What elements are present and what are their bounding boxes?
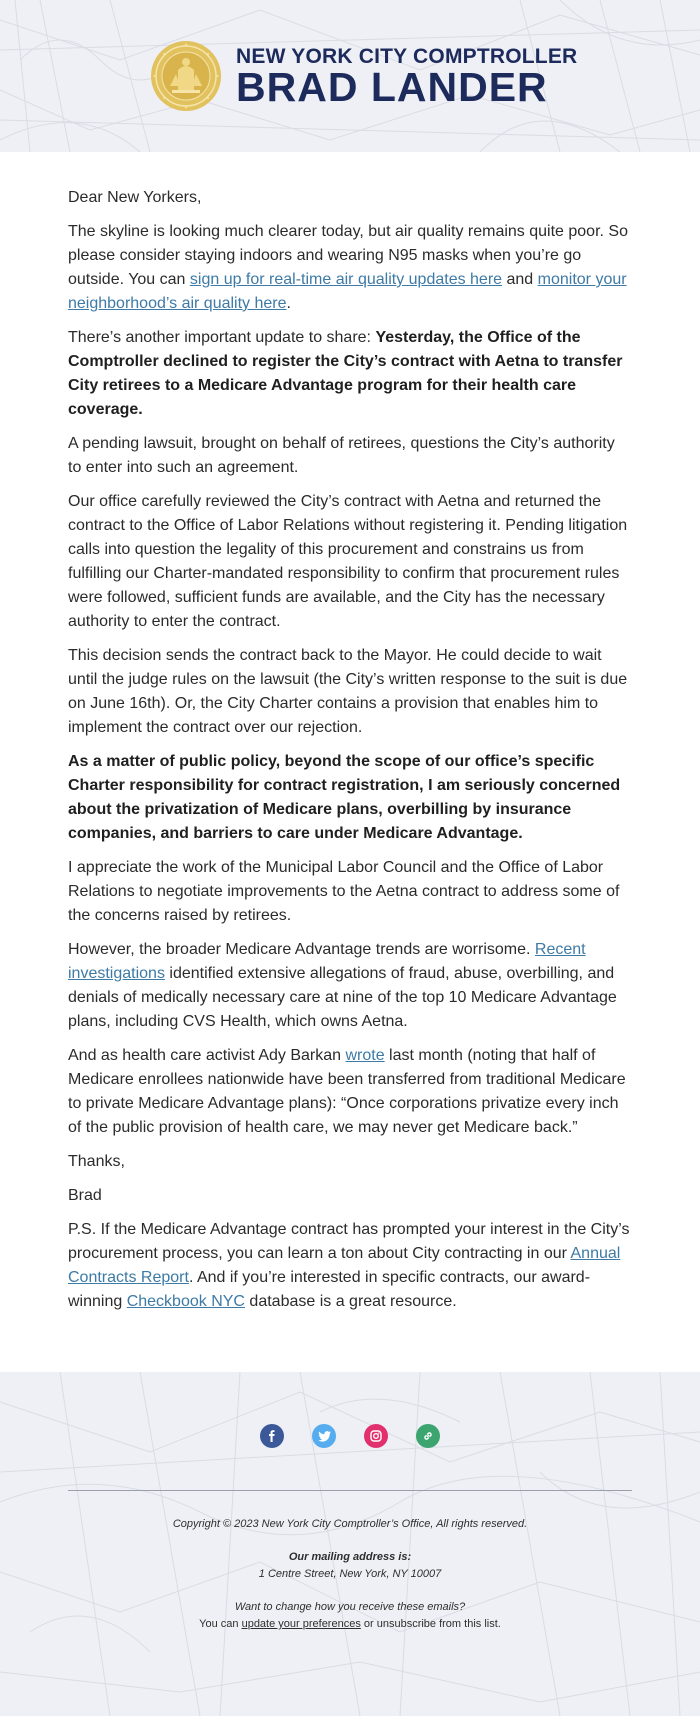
- update-preferences-link[interactable]: update your preferences: [241, 1618, 361, 1630]
- nyc-seal-icon: [150, 40, 222, 112]
- paragraph-barkan: And as health care activist Ady Barkan wrote last month (noting that half of Medicare enrollees nationwide have been transferred from traditional Medicare to private Medicare Advantage plans): “Once corporations privatize every inch of the public provision of health care, we may never get Medicare back.”: [68, 1047, 626, 1136]
- brand-name: BRAD LANDER: [236, 64, 548, 110]
- neighborhood-air-quality-link[interactable]: monitor your neighborhood’s air quality here: [68, 271, 627, 312]
- change-prompt: Want to change how you receive these emails?: [234, 1601, 466, 1613]
- mailing-address: 1 Centre Street, New York, NY 10007: [258, 1568, 442, 1580]
- brand-subtitle: NEW YORK CITY COMPTROLLER: [236, 45, 578, 68]
- instagram-icon[interactable]: [364, 1424, 388, 1448]
- footer-divider: [68, 1490, 632, 1491]
- paragraph-ps: P.S. If the Medicare Advantage contract has prompted your interest in the City’s procurement process, you can learn a ton about City contracting in our Annual Contracts Report. And if you’re interested in specific contracts, our award-winning Checkbook NYC database is a great resource.: [68, 1221, 630, 1310]
- twitter-icon[interactable]: [312, 1424, 336, 1448]
- recent-investigations-link[interactable]: Recent investigations: [68, 941, 586, 982]
- preferences-line: You can update your preferences or unsubscribe from this list.: [199, 1618, 501, 1630]
- checkbook-nyc-link[interactable]: Checkbook NYC: [126, 1293, 245, 1310]
- brand-logo[interactable]: [150, 40, 577, 112]
- email-header: [0, 0, 700, 152]
- paragraph-lawsuit: A pending lawsuit, brought on behalf of retirees, questions the City’s authority to enter into such an agreement.: [68, 435, 615, 476]
- greeting: Dear New Yorkers,: [68, 189, 202, 206]
- paragraph-trends: However, the broader Medicare Advantage trends are worrisome. Recent investigations identified extensive allegations of fraud, abuse, overbilling, and denials of medically necessary care at nine of the top 10 Medicare Advantage plans, including CVS Health, which owns Aetna.: [68, 941, 617, 1030]
- annual-contracts-report-link[interactable]: Annual Contracts Report: [68, 1245, 621, 1286]
- signoff-thanks: Thanks,: [68, 1153, 125, 1170]
- paragraph-important-update: There’s another important update to share: Yesterday, the Office of the Comptroller declined to register the City’s contract with Aetna to transfer City retirees to a Medicare Advantage program for their health care coverage.: [68, 329, 623, 418]
- signoff-name: Brad: [68, 1187, 102, 1204]
- paragraph-public-policy: As a matter of public policy, beyond the scope of our office’s specific Charter responsibility for contract registration, I am seriously concerned about the privatization of Medicare plans, overbilling by insurance companies, and barriers to care under Medicare Advantage.: [68, 753, 621, 842]
- letter-body: [0, 152, 700, 1372]
- facebook-icon[interactable]: [260, 1424, 284, 1448]
- paragraph-appreciation: I appreciate the work of the Municipal Labor Council and the Office of Labor Relations to negotiate improvements to the Aetna contract to address some of the concerns raised by retirees.: [68, 859, 620, 924]
- email-footer: [0, 1372, 700, 1716]
- contract-declined-statement: Yesterday, the Office of the Comptroller declined to register the City’s contract with Aetna to transfer City retirees to a Medicare Advantage program for their health care coverage.: [68, 329, 623, 418]
- website-link-icon[interactable]: [416, 1424, 440, 1448]
- mailing-label: Our mailing address is:: [288, 1551, 412, 1563]
- air-quality-signup-link[interactable]: sign up for real-time air quality updates here: [189, 271, 503, 288]
- wrote-link[interactable]: wrote: [345, 1047, 385, 1064]
- paragraph-air-quality: The skyline is looking much clearer today, but air quality remains quite poor. So please consider staying indoors and wearing N95 masks when you’re go outside. You can sign up for real-time air quality updates here and monitor your neighborhood’s air quality here.: [68, 223, 628, 312]
- paragraph-decision: This decision sends the contract back to the Mayor. He could decide to wait until the judge rules on the lawsuit (the City’s written response to the suit is due on June 16th). Or, the City Charter contains a provision that enables him to implement the contract over our rejection.: [68, 647, 628, 736]
- paragraph-review: Our office carefully reviewed the City’s contract with Aetna and returned the contract to the Office of Labor Relations without registering it. Pending litigation calls into question the legality of this procurement and constrains us from fulfilling our Charter-mandated responsibility to confirm that procurement rules were followed, sufficient funds are available, and the City has the necessary authority to enter the contract.: [68, 493, 628, 630]
- social-links: [0, 1424, 700, 1448]
- copyright: Copyright © 2023 New York City Comptroller’s Office, All rights reserved.: [172, 1518, 528, 1530]
